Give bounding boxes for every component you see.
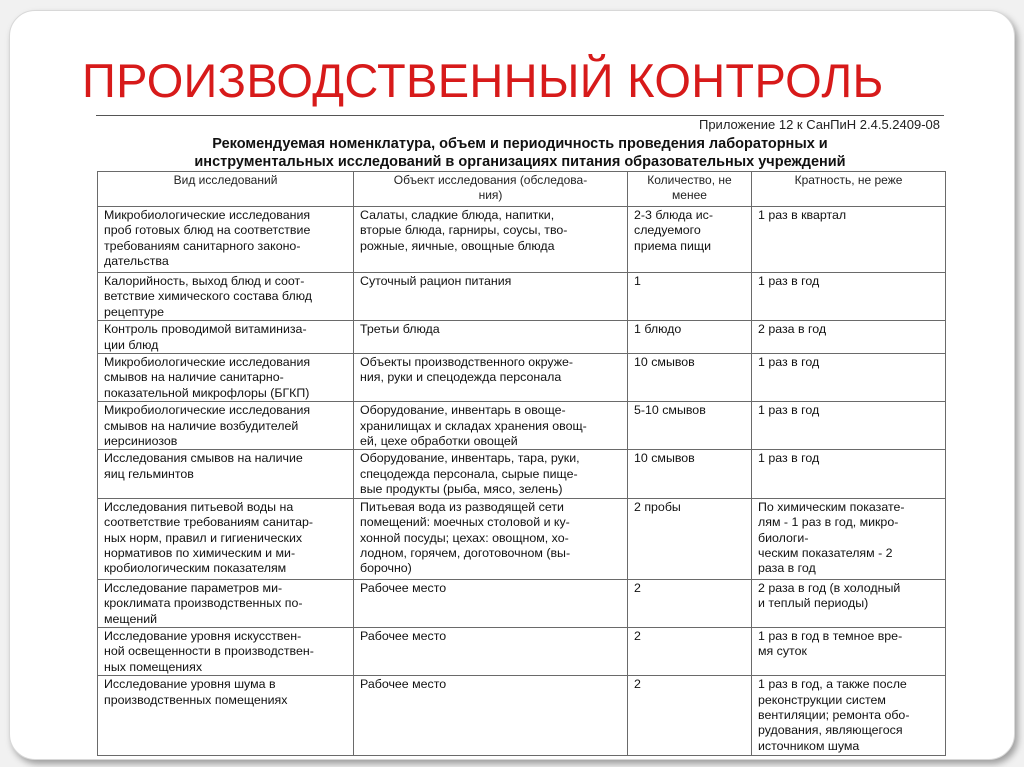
- cell-research-object: Рабочее место: [354, 579, 628, 627]
- cell-research-type: Исследование параметров ми- кроклимата производственных по- мещений: [98, 579, 354, 627]
- table-row: [98, 627, 946, 675]
- cell-research-object: Питьевая вода из разводящей сети помещений: моечных столовой и ку- хонной посуды; цехах: овощном, хо- лодном, горячем, доготовочном (вы- борочно): [354, 498, 628, 579]
- table-row: [98, 579, 946, 627]
- cell-research-type: Исследование уровня шума в производственных помещениях: [98, 676, 354, 756]
- cell-research-type: Микробиологические исследования проб готовых блюд на соответствие требованиям санитарного законо- дательства: [98, 207, 354, 273]
- table-row: [98, 498, 946, 579]
- cell-quantity: 2: [628, 627, 752, 675]
- cell-frequency: 1 раз в год: [752, 402, 946, 450]
- cell-frequency: 1 раз в год: [752, 354, 946, 402]
- cell-quantity: 2: [628, 676, 752, 756]
- cell-research-object: Оборудование, инвентарь, тара, руки, спецодежда персонала, сырые пище- вые продукты (рыба, мясо, зелень): [354, 450, 628, 498]
- table-caption-line2: инструментальных исследований в организациях питания образовательных учреждений: [194, 154, 846, 170]
- table-row: [98, 402, 946, 450]
- cell-research-type: Исследования смывов на наличие яиц гельминтов: [98, 450, 354, 498]
- cell-research-type: Исследования питьевой воды на соответствие требованиям санитар- ных норм, правил и гигиенических нормативов по химическим и ми- кробиологическим показателям: [98, 498, 354, 579]
- table-header-row: [98, 172, 946, 207]
- cell-frequency: 1 раз в год в темное вре- мя суток: [752, 627, 946, 675]
- cell-frequency: 1 раз в год: [752, 273, 946, 321]
- cell-research-object: Рабочее место: [354, 676, 628, 756]
- table-caption-line1: Рекомендуемая номенклатура, объем и периодичность проведения лабораторных и: [212, 136, 828, 152]
- slide-title: ПРОИЗВОДСТВЕННЫЙ КОНТРОЛЬ: [82, 54, 884, 107]
- research-table: [97, 171, 946, 756]
- cell-research-type: Исследование уровня искусствен- ной освещенности в производствен- ных помещениях: [98, 627, 354, 675]
- cell-frequency: По химическим показате- лям - 1 раз в год, микро- биологи- ческим показателям - 2 раза в год: [752, 498, 946, 579]
- header-quantity: Количество, не менее: [628, 172, 752, 207]
- cell-research-type: Контроль проводимой витаминиза- ции блюд: [98, 321, 354, 354]
- cell-frequency: 2 раза в год: [752, 321, 946, 354]
- cell-research-object: Суточный рацион питания: [354, 273, 628, 321]
- cell-research-object: Рабочее место: [354, 627, 628, 675]
- cell-frequency: 1 раз в квартал: [752, 207, 946, 273]
- table-row: [98, 354, 946, 402]
- cell-research-object: Третьи блюда: [354, 321, 628, 354]
- header-research-object: Объект исследования (обследова- ния): [354, 172, 628, 207]
- cell-research-object: Объекты производственного окруже- ния, руки и спецодежда персонала: [354, 354, 628, 402]
- header-research-type: Вид исследований: [98, 172, 354, 207]
- cell-quantity: 5-10 смывов: [628, 402, 752, 450]
- cell-quantity: 2-3 блюда ис- следуемого приема пищи: [628, 207, 752, 273]
- table-row: [98, 676, 946, 756]
- slide: [9, 10, 1015, 760]
- table-caption: [90, 135, 950, 171]
- cell-quantity: 2 пробы: [628, 498, 752, 579]
- table-row: [98, 207, 946, 273]
- cell-research-object: Оборудование, инвентарь в овоще- хранилищах и складах хранения овощ- ей, цехе обработки овощей: [354, 402, 628, 450]
- divider-rule: [96, 115, 944, 116]
- cell-quantity: 1 блюдо: [628, 321, 752, 354]
- cell-research-object: Салаты, сладкие блюда, напитки, вторые блюда, гарниры, соусы, тво- рожные, яичные, овощные блюда: [354, 207, 628, 273]
- table-row: [98, 321, 946, 354]
- cell-quantity: 10 смывов: [628, 354, 752, 402]
- header-frequency: Кратность, не реже: [752, 172, 946, 207]
- cell-quantity: 1: [628, 273, 752, 321]
- cell-frequency: 1 раз в год, а также после реконструкции систем вентиляции; ремонта обо- рудования, являющегося источником шума: [752, 676, 946, 756]
- cell-research-type: Микробиологические исследования смывов на наличие санитарно- показательной микрофлоры (БГКП): [98, 354, 354, 402]
- cell-research-type: Калорийность, выход блюд и соот- ветствие химического состава блюд рецептуре: [98, 273, 354, 321]
- cell-quantity: 10 смывов: [628, 450, 752, 498]
- table-row: [98, 450, 946, 498]
- annex-reference: Приложение 12 к СанПиН 2.4.5.2409-08: [698, 117, 940, 132]
- cell-frequency: 2 раза в год (в холодный и теплый периоды): [752, 579, 946, 627]
- cell-research-type: Микробиологические исследования смывов на наличие возбудителей иерсиниозов: [98, 402, 354, 450]
- cell-frequency: 1 раз в год: [752, 450, 946, 498]
- cell-quantity: 2: [628, 579, 752, 627]
- table-row: [98, 273, 946, 321]
